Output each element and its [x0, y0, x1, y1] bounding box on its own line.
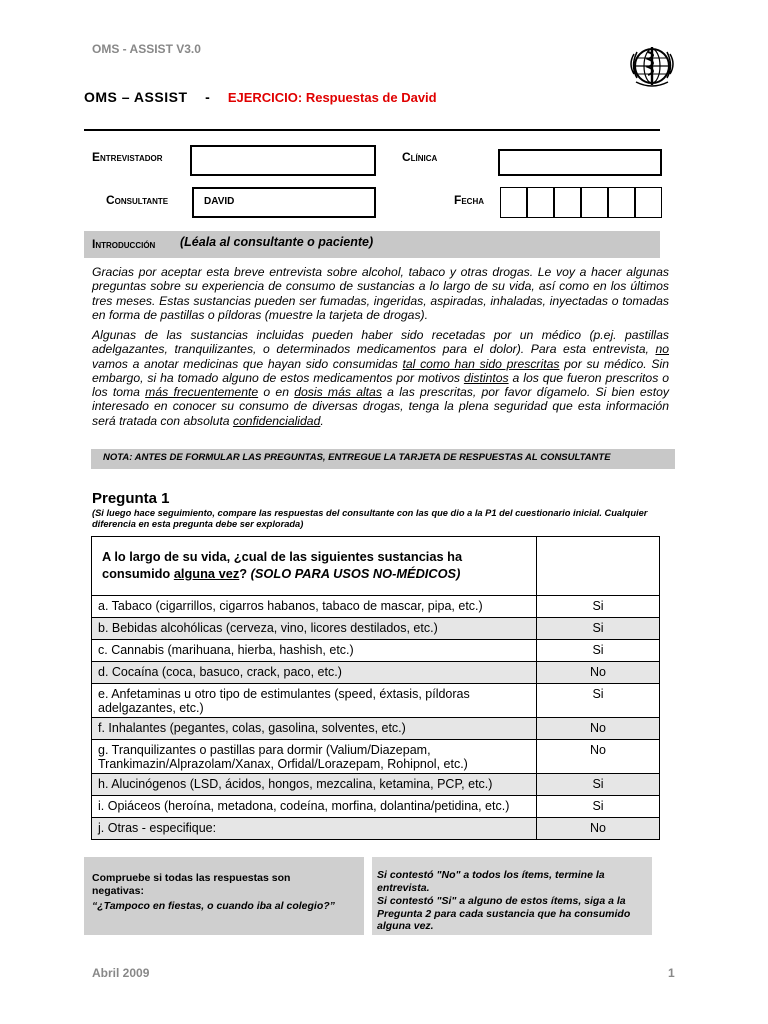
substance-table — [91, 536, 660, 840]
footer-date: Abril 2009 — [92, 966, 150, 980]
substance-label: f. Inhalantes (pegantes, colas, gasolina, solventes, etc.) — [92, 718, 537, 740]
note-bar — [91, 449, 675, 469]
table-row — [92, 640, 660, 662]
interviewer-label: Entrevistador — [92, 150, 163, 164]
substance-label: j. Otras - especifique: — [92, 818, 537, 840]
substance-answer[interactable]: Si — [537, 640, 660, 662]
substance-label: h. Alucinógenos (LSD, ácidos, hongos, mezcalina, ketamina, PCP, etc.) — [92, 774, 537, 796]
page-number: 1 — [668, 966, 675, 980]
check-left-line1: Compruebe si todas las respuestas son negativas: — [92, 872, 291, 897]
substance-answer[interactable]: Si — [537, 684, 660, 718]
check-right-line2: Si contestó "Si" a alguno de estos ítems, siga a la Pregunta 2 para cada sustancia que ha consumido alguna vez. — [377, 895, 631, 932]
date-cell[interactable] — [607, 188, 634, 217]
consultant-value: DAVID — [204, 196, 235, 207]
p2-text: o en — [258, 385, 295, 400]
document-code: OMS - ASSIST V3.0 — [92, 42, 201, 56]
p2-text: a las prescritas, por favor dígamelo. Si bien estoy interesado en conocer su consumo de diversas drogas, tenga la plena seguridad que esta información será tratada con absoluta — [92, 385, 669, 428]
check-left-line2: “¿Tampoco en fiestas, o cuando iba al colegio?” — [92, 900, 335, 912]
substance-answer[interactable]: Si — [537, 618, 660, 640]
consultant-field[interactable] — [192, 187, 376, 218]
table-row — [92, 596, 660, 618]
consultant-label: Consultante — [106, 193, 169, 207]
substance-label: g. Tranquilizantes o pastillas para dormir (Valium/Diazepam, Trankimazin/Alprazolam/Xanax, Orfidal/Lorazepam, Rohipnol, etc.) — [92, 740, 537, 774]
who-emblem-icon — [624, 38, 680, 94]
clinic-field[interactable] — [498, 149, 662, 176]
substance-answer[interactable]: Si — [537, 596, 660, 618]
p2-text: vamos a anotar medicinas que hayan sido consumidas — [92, 356, 403, 371]
prompt-underlined: alguna vez — [173, 566, 240, 581]
substance-answer[interactable]: No — [537, 818, 660, 840]
interviewer-field[interactable] — [190, 145, 376, 176]
substance-label: e. Anfetaminas u otro tipo de estimulantes (speed, éxtasis, píldoras adelgazantes, etc.) — [92, 684, 537, 718]
table-row — [92, 662, 660, 684]
p2-underlined: no — [655, 342, 669, 357]
table-row — [92, 740, 660, 774]
substance-answer[interactable]: No — [537, 740, 660, 774]
prompt-text: A lo largo de su vida, ¿cual de las siguientes sustancias ha consumido — [102, 549, 463, 581]
instructions-box — [372, 857, 652, 935]
intro-paragraph-1: Gracias por aceptar esta breve entrevista sobre alcohol, tabaco y otras drogas. Le voy a hacer algunas preguntas sobre su experiencia de consumo de sustancias a lo largo de su vida, así como en los últimos tres meses. Estas sustancias pueden ser fumadas, ingeridas, aspiradas, inhaladas, inyectadas o tomadas en forma de pastillas o píldoras (muestre la tarjeta de drogas). — [92, 265, 669, 322]
table-row — [92, 818, 660, 840]
substance-answer[interactable]: Si — [537, 774, 660, 796]
p2-underlined: confidencialidad — [232, 413, 321, 428]
substance-label: i. Opiáceos (heroína, metadona, codeína, morfina, dolantina/petidina, etc.) — [92, 796, 537, 818]
clinic-label: Clínica — [402, 150, 438, 164]
substance-label: d. Cocaína (coca, basuco, crack, paco, etc.) — [92, 662, 537, 684]
table-header-row — [92, 537, 660, 596]
table-row — [92, 718, 660, 740]
substance-label: b. Bebidas alcohólicas (cerveza, vino, licores destilados, etc.) — [92, 618, 537, 640]
prompt-note: (SOLO PARA USOS NO-MÉDICOS) — [250, 566, 461, 581]
p2-text: por su médico. Sin embargo, si ha tomado alguno de estos medicamentos por motivos — [92, 356, 669, 385]
date-cell[interactable] — [634, 188, 661, 217]
p2-text: . — [320, 413, 324, 428]
question-1-title: Pregunta 1 — [92, 490, 170, 507]
date-label: Fecha — [454, 193, 484, 207]
substance-answer[interactable]: No — [537, 662, 660, 684]
table-row — [92, 796, 660, 818]
note-text — [103, 452, 611, 463]
intro-instruction: (Léala al consultante o paciente) — [180, 235, 374, 249]
date-cell[interactable] — [580, 188, 607, 217]
page-title — [84, 89, 437, 105]
p2-text: a los que fueron prescritos o los toma — [92, 370, 670, 400]
date-field[interactable] — [500, 187, 662, 218]
intro-header — [84, 231, 660, 258]
substance-label: c. Cannabis (marihuana, hierba, hashish, etc.) — [92, 640, 537, 662]
question-1-subtitle: (Si luego hace seguimiento, compare las respuestas del consultante con las que dio a la P1 del cuestionario inicial. Cualquier diferencia en esta pregunta debe ser explorada) — [92, 508, 648, 529]
date-cell[interactable] — [501, 188, 526, 217]
p2-underlined: más frecuentemente — [145, 385, 259, 400]
p2-underlined: dosis más altas — [294, 385, 382, 400]
table-row — [92, 684, 660, 718]
title-divider — [84, 129, 660, 131]
exercise-title: EJERCICIO: Respuestas de David — [227, 90, 437, 105]
note-label: NOTA: — [103, 452, 133, 463]
question-prompt — [92, 537, 537, 596]
p2-underlined: distintos — [463, 370, 509, 385]
substance-label: a. Tabaco (cigarrillos, cigarros habanos, tabaco de mascar, pipa, etc.) — [92, 596, 537, 618]
check-right-line1: Si contestó "No" a todos los ítems, termine la entrevista. — [377, 869, 605, 894]
p2-text: Algunas de las sustancias incluidas pueden haber sido recetadas por un médico (p.ej. pastillas adelgazantes, tranquilizantes, o determinados medicamentos para el dolor). Para esta entrevista, — [92, 328, 669, 357]
table-row — [92, 774, 660, 796]
intro-paragraph-2 — [92, 328, 669, 428]
table-row — [92, 618, 660, 640]
date-cell[interactable] — [526, 188, 553, 217]
note-body: ANTES DE FORMULAR LAS PREGUNTAS, ENTREGUE LA TARJETA DE RESPUESTAS AL CONSULTANTE — [132, 452, 611, 463]
negative-check-box — [84, 857, 364, 935]
substance-answer[interactable]: No — [537, 718, 660, 740]
title-separator: - — [205, 89, 211, 105]
substance-answer[interactable]: Si — [537, 796, 660, 818]
p2-underlined: tal como han sido prescritas — [402, 356, 560, 371]
intro-label: Introducción — [92, 237, 156, 251]
prompt-text: ? — [239, 566, 251, 581]
answer-header — [537, 537, 660, 596]
date-cell[interactable] — [553, 188, 580, 217]
title-main: OMS – ASSIST — [84, 89, 188, 105]
